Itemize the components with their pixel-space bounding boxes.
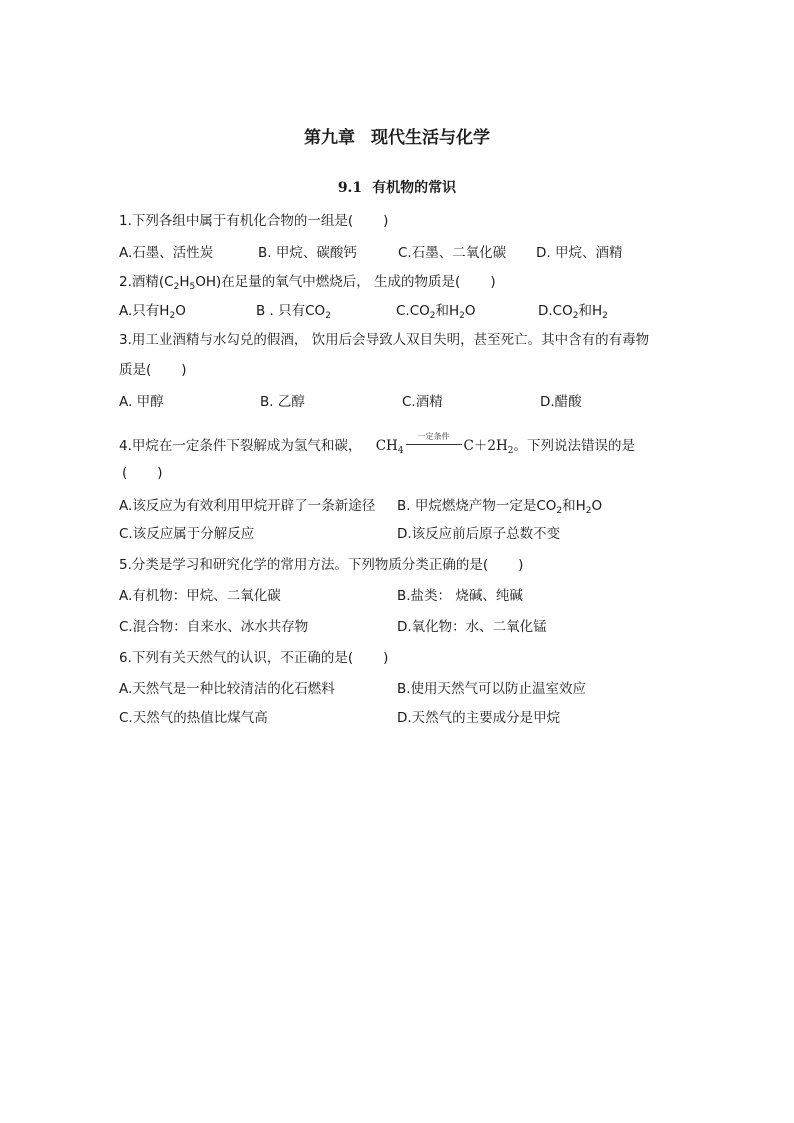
question-3-stem-line-1: 3.用工业酒精与水勾兑的假酒， 饮用后会导致人双目失明，甚至死亡。其中含有的有毒物 — [119, 332, 650, 348]
chapter-number: 第九章 — [304, 128, 355, 148]
question-4-stem: 4.甲烷在一定条件下裂解成为氢气和碳， $CH_4$ 一定条件 $C+2H_2$。下列说法错误的是 — [119, 432, 635, 456]
question-4-option-b: B. 甲烷燃烧产物一定是$CO_2$和$H_2O$ — [397, 498, 603, 516]
question-6-option-d: D.天然气的主要成分是甲烷 — [397, 710, 561, 726]
question-6-option-a: A.天然气是一种比较清洁的化石燃料 — [119, 681, 335, 697]
question-1-option-a: A.石墨、活性炭 — [119, 245, 214, 261]
chapter-title — [0, 123, 794, 148]
question-2-stem: 2.酒精$(C_2H_5OH)$在足量的氧气中燃烧后， 生成的物质是( ) — [119, 274, 496, 292]
question-5-stem: 5.分类是学习和研究化学的常用方法。下列物质分类正确的是( ) — [119, 557, 524, 573]
question-3-stem-line-2: 质是( ) — [119, 362, 187, 378]
section-number: 9.1 — [337, 180, 363, 196]
question-6-option-c: C.天然气的热值比煤气高 — [119, 710, 268, 726]
question-5-option-d: D.氧化物：水、二氧化锰 — [397, 619, 547, 635]
question-2-option-d: $D.CO_2$和$H_2$ — [538, 303, 608, 321]
question-4-option-a: A.该反应为有效利用甲烷开辟了一条新途径 — [119, 498, 376, 514]
question-6-stem: 6.下列有关天然气的认识，不正确的是( ) — [119, 650, 389, 666]
question-5-option-a: A.有机物：甲烷、二氧化碳 — [119, 588, 281, 604]
question-1-option-d: D. 甲烷、酒精 — [536, 245, 623, 261]
chapter-name: 现代生活与化学 — [371, 128, 490, 148]
question-4-answer-paren: ( ) — [122, 465, 163, 481]
question-3-option-d: D.醋酸 — [540, 394, 582, 410]
question-1-option-b: B. 甲烷、碳酸钙 — [258, 245, 357, 261]
question-2-option-c: $C.CO_2$和$H_2O$ — [396, 303, 476, 321]
question-5-option-b: B.盐类： 烧碱、纯碱 — [397, 588, 523, 604]
reaction-equation: $CH_4$ 一定条件 $C+2H_2$ — [375, 432, 514, 456]
question-2-option-b: B . 只有$CO_2$ — [256, 303, 331, 321]
question-1-stem: 1.下列各组中属于有机化合物的一组是( ) — [119, 213, 389, 229]
section-name: 有机物的常识 — [372, 180, 457, 196]
question-3-option-b: B. 乙醇 — [260, 394, 305, 410]
question-6-option-b: B.使用天然气可以防止温室效应 — [397, 681, 587, 697]
section-title — [0, 177, 794, 197]
question-5-option-c: C.混合物：自来水、冰水共存物 — [119, 619, 309, 635]
question-3-option-a: A. 甲醇 — [119, 394, 164, 410]
question-2-option-a: A.只有$H_2O$ — [119, 303, 186, 321]
question-1-option-c: C.石墨、二氧化碳 — [398, 245, 507, 261]
question-3-option-c: C.酒精 — [402, 394, 443, 410]
question-4-option-d: D.该反应前后原子总数不变 — [397, 526, 561, 542]
question-4-option-c: C.该反应属于分解反应 — [119, 526, 255, 542]
reaction-arrow-icon: 一定条件 — [406, 436, 462, 452]
